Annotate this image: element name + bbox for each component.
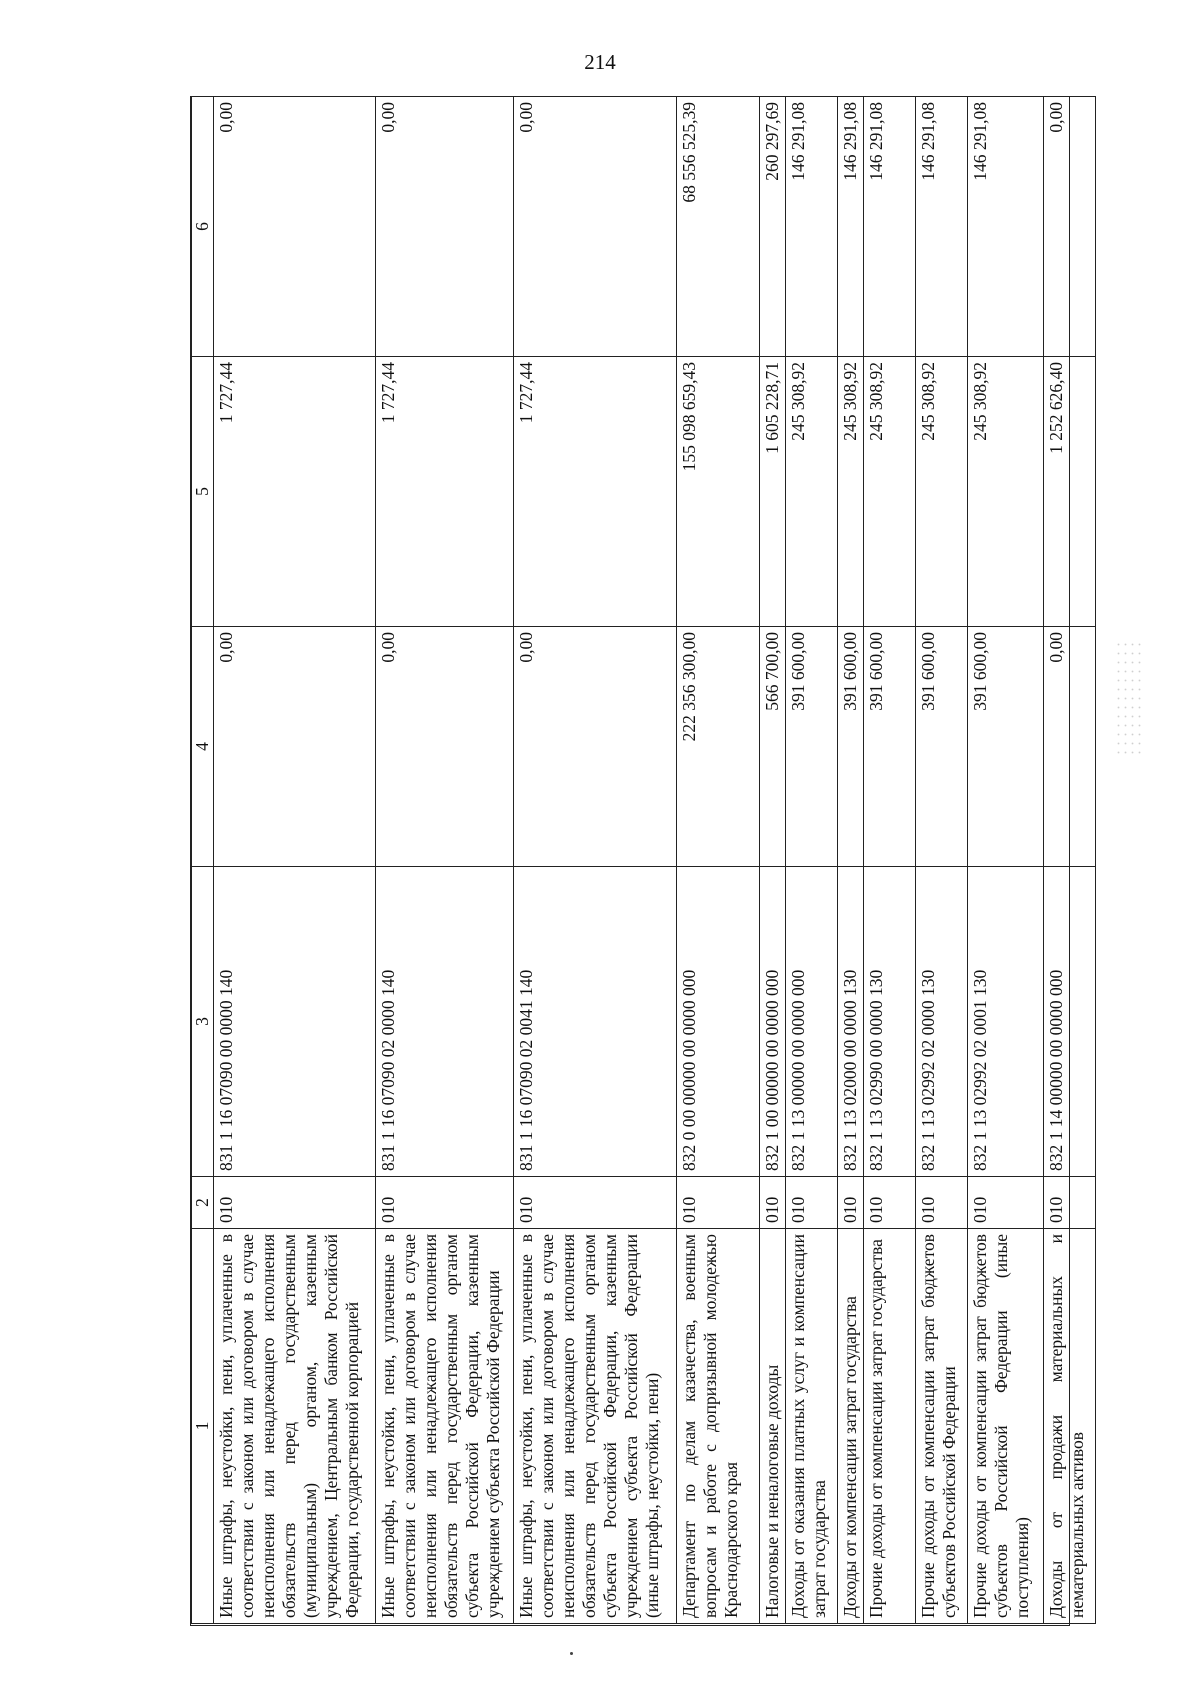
- line-code: 010: [838, 1177, 864, 1229]
- executed-amount: 245 308,92: [786, 357, 838, 627]
- executed-amount: 155 098 659,43: [677, 357, 760, 627]
- line-code: 010: [1044, 1177, 1096, 1229]
- budget-code: 832 1 13 02990 00 0000 130: [864, 867, 916, 1177]
- last-year-amount: 0,00: [214, 97, 376, 357]
- table-row: [214, 97, 376, 1624]
- last-year-amount: 146 291,08: [786, 97, 838, 357]
- plan-amount: 391 600,00: [864, 627, 916, 867]
- budget-code: 832 1 13 02992 02 0001 130: [968, 867, 1044, 1177]
- table-row: [514, 97, 677, 1624]
- line-code: 010: [786, 1177, 838, 1229]
- last-year-amount: 0,00: [514, 97, 677, 357]
- plan-amount: 0,00: [214, 627, 376, 867]
- executed-amount: 245 308,92: [838, 357, 864, 627]
- executed-amount: 1 252 626,40: [1044, 357, 1096, 627]
- budget-code: 831 1 16 07090 02 0041 140: [514, 867, 677, 1177]
- scan-noise: [1115, 640, 1145, 760]
- revenue-table: [191, 96, 1096, 1624]
- row-name: Доходы от продажи материальных и нематериальных активов: [1044, 1229, 1096, 1624]
- line-code: 010: [968, 1177, 1044, 1229]
- last-year-amount: 146 291,08: [968, 97, 1044, 357]
- column-header: 5: [192, 357, 214, 627]
- table-row: [838, 97, 864, 1624]
- last-year-amount: 0,00: [376, 97, 514, 357]
- executed-amount: 1 605 228,71: [760, 357, 786, 627]
- row-name: Иные штрафы, неустойки, пени, уплаченные в соответствии с законом или договором в случае неисполнения или ненадлежащего исполнения обязательств перед государственным органом субъекта Российской Федерации, казенным учреждением субъекта Российской Федерации: [376, 1229, 514, 1624]
- executed-amount: 245 308,92: [968, 357, 1044, 627]
- column-number-row: [192, 97, 214, 1624]
- executed-amount: 245 308,92: [916, 357, 968, 627]
- table-row: [968, 97, 1044, 1624]
- budget-code: 831 1 16 07090 00 0000 140: [214, 867, 376, 1177]
- line-code: 010: [916, 1177, 968, 1229]
- plan-amount: 0,00: [376, 627, 514, 867]
- row-name: Доходы от оказания платных услуг и компенсации затрат государства: [786, 1229, 838, 1624]
- budget-code: 832 1 13 02992 02 0000 130: [916, 867, 968, 1177]
- line-code: 010: [376, 1177, 514, 1229]
- plan-amount: 0,00: [514, 627, 677, 867]
- plan-amount: 391 600,00: [916, 627, 968, 867]
- table-frame: [190, 96, 1087, 1626]
- line-code: 010: [514, 1177, 677, 1229]
- budget-code: 832 1 00 00000 00 0000 000: [760, 867, 786, 1177]
- executed-amount: 245 308,92: [864, 357, 916, 627]
- budget-code: 832 1 13 02000 00 0000 130: [838, 867, 864, 1177]
- column-header: 3: [192, 867, 214, 1177]
- table-row: [760, 97, 786, 1624]
- plan-amount: 222 356 300,00: [677, 627, 760, 867]
- executed-amount: 1 727,44: [214, 357, 376, 627]
- executed-amount: 1 727,44: [514, 357, 677, 627]
- budget-code: 832 1 13 00000 00 0000 000: [786, 867, 838, 1177]
- plan-amount: 0,00: [1044, 627, 1096, 867]
- column-header: 4: [192, 627, 214, 867]
- scan-dot: [570, 1652, 573, 1655]
- last-year-amount: 146 291,08: [864, 97, 916, 357]
- row-name: Прочие доходы от компенсации затрат бюджетов субъектов Российской Федерации: [916, 1229, 968, 1624]
- column-header: 1: [192, 1229, 214, 1624]
- row-name: Департамент по делам казачества, военным вопросам и работе с допризывной молодежью Краснодарского края: [677, 1229, 760, 1624]
- row-name: Прочие доходы от компенсации затрат государства: [864, 1229, 916, 1624]
- line-code: 010: [760, 1177, 786, 1229]
- last-year-amount: 68 556 525,39: [677, 97, 760, 357]
- line-code: 010: [214, 1177, 376, 1229]
- executed-amount: 1 727,44: [376, 357, 514, 627]
- plan-amount: 391 600,00: [786, 627, 838, 867]
- row-name: Иные штрафы, неустойки, пени, уплаченные в соответствии с законом или договором в случае неисполнения или ненадлежащего исполнения обязательств перед государственным (муниципальным) органом, казенным учреждением, Центральным банком Российской Федерации, государственной корпорацией: [214, 1229, 376, 1624]
- column-header: 2: [192, 1177, 214, 1229]
- table-row: [916, 97, 968, 1624]
- last-year-amount: 260 297,69: [760, 97, 786, 357]
- budget-code: 832 0 00 00000 00 0000 000: [677, 867, 760, 1177]
- budget-code: 831 1 16 07090 02 0000 140: [376, 867, 514, 1177]
- page-number: 214: [584, 50, 616, 74]
- row-name: Налоговые и неналоговые доходы: [760, 1229, 786, 1624]
- column-header: 6: [192, 97, 214, 357]
- row-name: Иные штрафы, неустойки, пени, уплаченные в соответствии с законом или договором в случае неисполнения или ненадлежащего исполнения обязательств перед государственным органом субъекта Российской Федерации, казенным учреждением субъекта Российской Федерации (иные штрафы, неустойки, пени): [514, 1229, 677, 1624]
- last-year-amount: 146 291,08: [838, 97, 864, 357]
- plan-amount: 391 600,00: [838, 627, 864, 867]
- budget-code: 832 1 14 00000 00 0000 000: [1044, 867, 1096, 1177]
- table-row: [1044, 97, 1096, 1624]
- last-year-amount: 146 291,08: [916, 97, 968, 357]
- row-name: Прочие доходы от компенсации затрат бюджетов субъектов Российской Федерации (иные поступления): [968, 1229, 1044, 1624]
- row-name: Доходы от компенсации затрат государства: [838, 1229, 864, 1624]
- table-row: [677, 97, 760, 1624]
- table-row: [376, 97, 514, 1624]
- plan-amount: 566 700,00: [760, 627, 786, 867]
- line-code: 010: [864, 1177, 916, 1229]
- line-code: 010: [677, 1177, 760, 1229]
- table-row: [786, 97, 838, 1624]
- last-year-amount: 0,00: [1044, 97, 1096, 357]
- table-row: [864, 97, 916, 1624]
- plan-amount: 391 600,00: [968, 627, 1044, 867]
